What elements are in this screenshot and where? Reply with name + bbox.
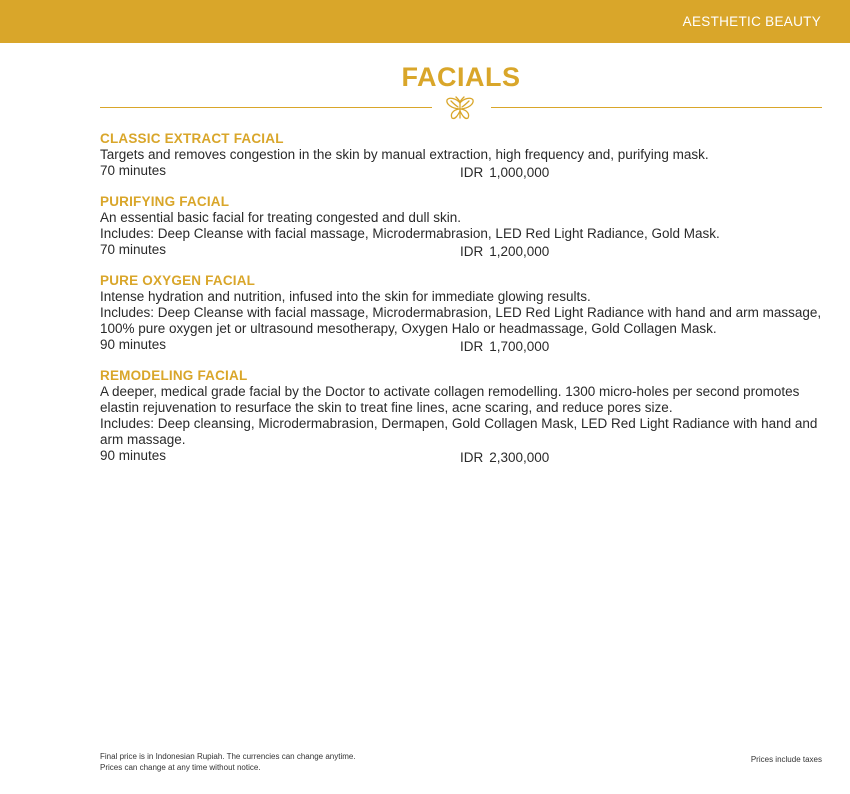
footer-taxes: Prices include taxes [750,755,822,764]
price-amount: 2,300,000 [489,450,550,465]
price-currency: IDR [460,165,484,180]
butterfly-icon [445,96,475,122]
service-duration: 90 minutes [100,448,167,463]
service-name: PURE OXYGEN FACIAL [100,273,256,288]
service-name: REMODELING FACIAL [100,368,248,383]
service-price [460,244,549,260]
service-description: Intense hydration and nutrition, infused into the skin for immediate glowing results. [100,289,591,304]
service-meta [100,163,830,179]
price-amount: 1,700,000 [489,339,550,354]
price-amount: 1,200,000 [489,244,550,259]
footer-note-currency: Final price is in Indonesian Rupiah. The currencies can change anytime. [100,752,356,761]
price-currency: IDR [460,450,484,465]
price-currency: IDR [460,244,484,259]
service-name: CLASSIC EXTRACT FACIAL [100,131,284,146]
divider-right [491,107,822,108]
service-duration: 90 minutes [100,337,167,352]
service-meta [100,242,830,258]
service-meta [100,448,830,464]
service-item [100,131,830,179]
footer-note-prices: Prices can change at any time without notice. [100,763,261,772]
service-meta [100,337,830,353]
divider-left [100,107,432,108]
service-description: An essential basic facial for treating congested and dull skin. [100,210,461,225]
footer-notes [100,751,356,773]
service-description: Targets and removes congestion in the skin by manual extraction, high frequency and, purifying mask. [100,147,709,162]
service-duration: 70 minutes [100,242,167,257]
service-item [100,273,830,353]
service-item [100,368,830,464]
service-price [460,165,549,181]
price-amount: 1,000,000 [489,165,550,180]
service-duration: 70 minutes [100,163,167,178]
brand-label: AESTHETIC BEAUTY [682,14,821,29]
page-title: FACIALS [401,62,521,92]
header-bar [0,0,850,43]
service-name: PURIFYING FACIAL [100,194,230,209]
service-item [100,194,830,258]
service-description: A deeper, medical grade facial by the Doctor to activate collagen remodelling. 1300 micro-holes per second promotes elastin rejuvenation to resurface the skin to treat fine lines, acne scaring, and reduce pores size. [100,384,800,415]
service-price [460,339,549,355]
service-includes: Includes: Deep cleansing, Microdermabrasion, Dermapen, Gold Collagen Mask, LED Red Light Radiance with hand and arm massage. [100,416,818,447]
services-list [100,131,830,479]
service-includes: Includes: Deep Cleanse with facial massage, Microdermabrasion, LED Red Light Radiance, Gold Mask. [100,226,720,241]
service-price [460,450,549,466]
price-currency: IDR [460,339,484,354]
service-includes: Includes: Deep Cleanse with facial massage, Microdermabrasion, LED Red Light Radiance with hand and arm massage, 100% pure oxygen jet or ultrasound mesotherapy, Oxygen Halo or headmassage, Gold Collagen Mask. [100,305,822,336]
